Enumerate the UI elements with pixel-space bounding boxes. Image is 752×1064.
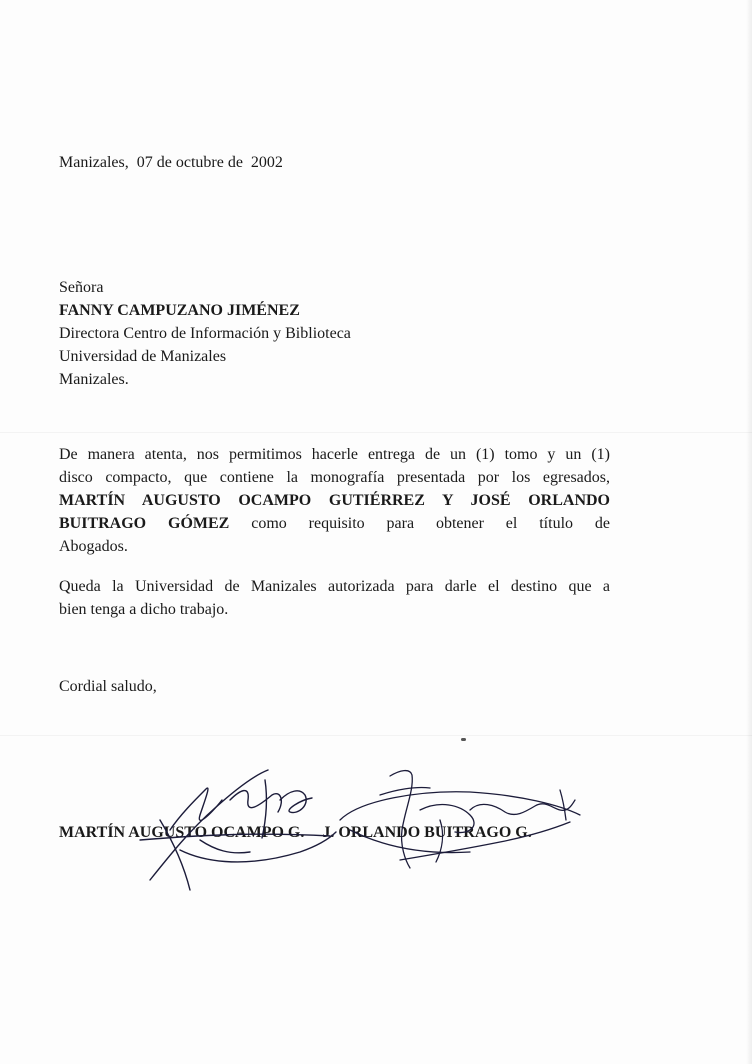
graduates-names-line: MARTÍN AUGUSTO OCAMPO GUTIÉRREZ Y JOSÉ ORLANDO [59,492,610,509]
addressee-position: Directora Centro de Información y Biblioteca [59,325,351,342]
paragraph-line: Queda la Universidad de Manizales autorizada para darle el destino que a [59,578,610,595]
body-paragraph-1 [59,443,610,558]
paragraph-text: como requisito para obtener el título de [251,515,610,532]
scan-speck [461,738,466,741]
paper-fold-line [0,432,752,433]
paragraph-line: bien tenga a dicho trabajo. [59,601,229,618]
paragraph-line [59,512,610,535]
paragraph-line: disco compacto, que contiene la monografía presentada por los egresados, [59,469,610,486]
body-paragraph-2 [59,575,610,621]
closing-salutation: Cordial saludo, [59,678,157,695]
signer-name-2: J. ORLANDO BUITRAGO G. [322,824,532,841]
letter-date: Manizales, 07 de octubre de 2002 [59,154,283,171]
paragraph-line: De manera atenta, nos permitimos hacerle entrega de un (1) tomo y un (1) [59,446,610,463]
scan-edge-shadow [746,0,752,1064]
addressee-institution: Universidad de Manizales [59,348,227,365]
paragraph-line: Abogados. [59,538,128,555]
addressee-city: Manizales. [59,371,129,388]
signer-name-1: MARTÍN AUGUSTO OCAMPO G. [59,824,305,841]
addressee-block [59,276,351,391]
addressee-salutation: Señora [59,279,104,296]
signature-2 [340,771,580,868]
addressee-name: FANNY CAMPUZANO JIMÉNEZ [59,302,300,319]
signer-names [59,824,532,842]
graduate-surname: BUITRAGO GÓMEZ [59,515,230,532]
paper-fold-line [0,735,752,736]
